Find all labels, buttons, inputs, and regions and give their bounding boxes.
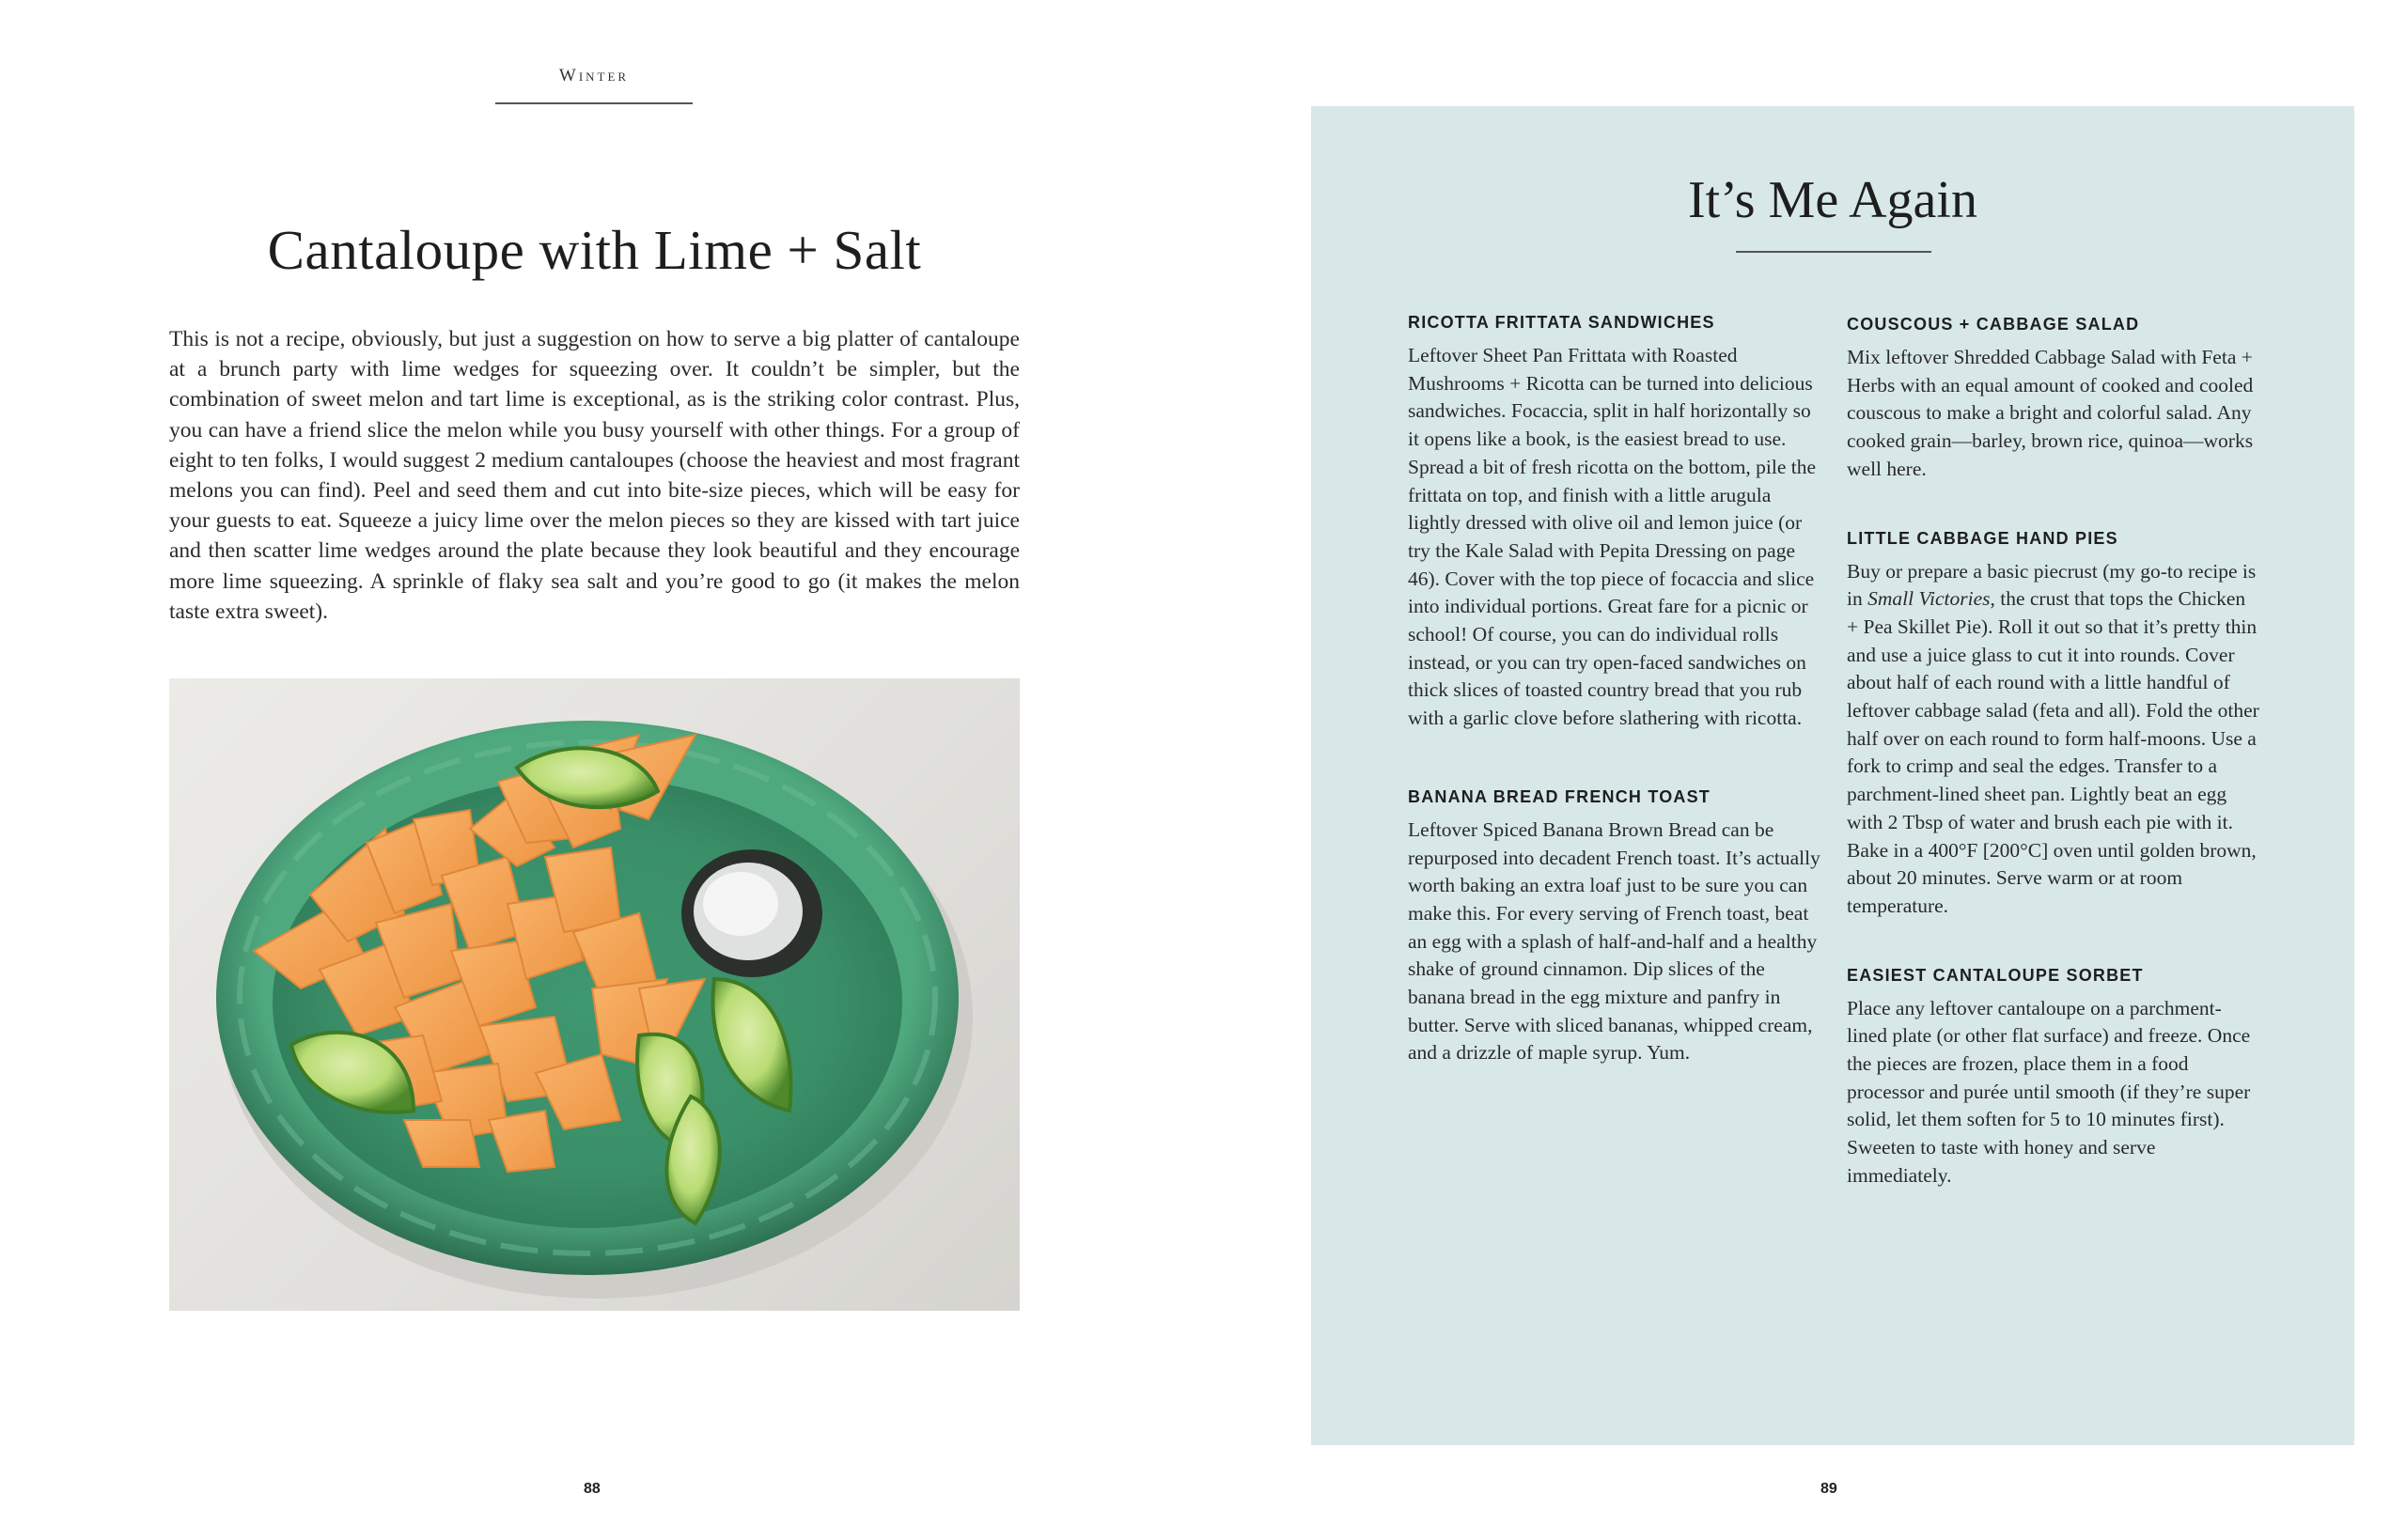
section-body (1847, 558, 2260, 921)
section-little-cabbage-hand-pies (1847, 529, 2260, 921)
running-head: Winter (558, 66, 630, 86)
section-body: Leftover Sheet Pan Frittata with Roasted Mushrooms + Ricotta can be turned into delicious sandwiches. Focaccia, split in half horizontally so it opens like a book, is the easiest bread to use. Spread a bit of fresh ricotta on the bottom, pile the frittata on top, and finish with a little arugula lightly dressed with olive oil and lemon juice (or try the Kale Salad with Pepita Dressing on page 46). Cover with the top piece of focaccia and slice into individual portions. Great fare for a picnic or school! Of course, you can do individual rolls instead, or you can try open-faced sandwiches on thick slices of toasted country bread that you rub with a garlic clove before slathering with ricotta. (1408, 344, 1817, 730)
section-heading: RICOTTA FRITTATA SANDWICHES (1408, 313, 1715, 332)
sidebar-column-2 (1847, 315, 2260, 1236)
recipe-body: This is not a recipe, obviously, but just a suggestion on how to serve a big platter of cantaloupe at a brunch party with lime wedges for squeezing over. It couldn’t be simpler, but the combination of sweet melon and tart lime is exceptional, as is the striking color contrast. Plus, you can have a friend slice the melon while you busy yourself with other things. For a group of eight to ten folks, I would suggest 2 medium cantaloupes (choose the heaviest and most fragrant melons you can find). Peel and seed them and cut into bite-size pieces, which will be easy for your guests to eat. Squeeze a juicy lime over the melon pieces so they are kissed with tart juice and then scatter lime wedges around the plate because they look beautiful and they encourage more lime squeezing. A sprinkle of flaky sea salt and you’re good to go (it makes the melon taste extra sweet). (169, 327, 1020, 624)
section-easiest-cantaloupe-sorbet (1847, 966, 2260, 1190)
section-body: Mix leftover Shredded Cabbage Salad with Feta + Herbs with an equal amount of cooked and cooled couscous to make a bright and colorful salad. Any cooked grain—barley, brown rice, quinoa—works well here. (1847, 346, 2254, 480)
book-title: Small Victories (1867, 587, 1991, 611)
cantaloupe-platter-photo (169, 678, 1020, 1311)
section-heading: COUSCOUS + CABBAGE SALAD (1847, 315, 2140, 334)
sidebar-column-1 (1408, 313, 1821, 1112)
section-heading: LITTLE CABBAGE HAND PIES (1847, 528, 2118, 548)
sidebar-title-rule (1736, 251, 1931, 253)
section-body: Leftover Spiced Banana Brown Bread can be repurposed into decadent French toast. It’s actually worth baking an extra loaf just to be sure you can make this. For every serving of French toast, beat an egg with a splash of half-and-half and a healthy shake of ground cinnamon. Dip slices of the banana bread in the egg mixture and panfry in butter. Serve with sliced bananas, whipped cream, and a drizzle of maple syrup. Yum. (1408, 817, 1820, 1065)
section-ricotta-frittata-sandwiches (1408, 313, 1821, 733)
leftovers-sidebar (1311, 106, 2354, 1445)
body-text: , the crust that tops the Chicken + Pea Skillet Pie). Roll it out so that it’s pretty thin and use a juice glass to cut it into rounds. Cover about half of each round with a little handful of leftover cabbage salad (feta and all). Fold the other half over on each round to form half-moons. Use a fork to crimp and seal the edges. Transfer to a parchment-lined sheet pan. Lightly beat an egg with 2 Tbsp of water and brush each pie with it. Bake in a 400°F [200°C] oven until golden brown, about 20 minutes. Serve warm or at room temperature. (1847, 587, 2259, 917)
section-heading: BANANA BREAD FRENCH TOAST (1408, 786, 1711, 806)
page-number-left: 88 (584, 1481, 601, 1497)
recipe-title: Cantaloupe with Lime + Salt (267, 219, 922, 281)
section-body: Place any leftover cantaloupe on a parchment-lined plate (or other flat surface) and freeze. Once the pieces are frozen, place them in a food processor and purée until smooth (if they’re super solid, let them soften for 5 to 10 minutes first). Sweeten to taste with honey and serve immediately. (1847, 996, 2251, 1187)
running-head-rule (495, 102, 693, 104)
section-couscous-cabbage-salad (1847, 315, 2260, 484)
section-heading: EASIEST CANTALOUPE SORBET (1847, 965, 2144, 985)
platter-illustration (169, 678, 1020, 1311)
sidebar-title: It’s Me Again (1688, 171, 1977, 229)
body-text: Buy or prepare a basic piecrust (my go-to recipe is in (1847, 559, 2257, 611)
page-number-right: 89 (1820, 1481, 1837, 1497)
section-banana-bread-french-toast (1408, 787, 1821, 1067)
